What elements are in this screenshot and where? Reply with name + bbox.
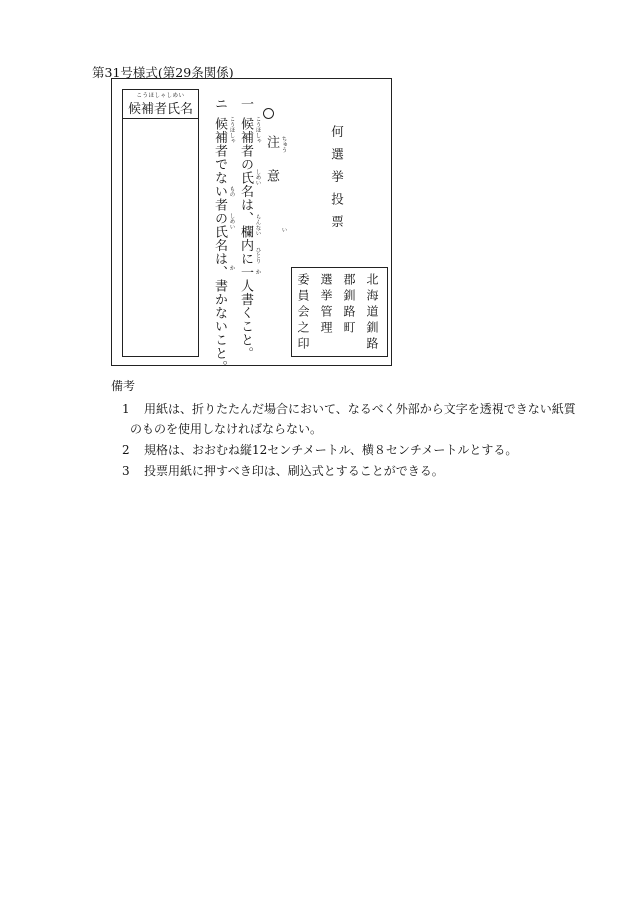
- remarks-heading: 備考: [111, 379, 136, 393]
- remark-item-1: [122, 400, 576, 417]
- ballot-title: 何選挙投票: [329, 125, 345, 238]
- remark-text: 規格は、おおむね縦12センチメートル、横８センチメートルとする。: [144, 443, 518, 457]
- note-item1-ruby-shimei: しめい: [254, 169, 261, 186]
- circle-mark-icon: [263, 108, 274, 119]
- candidate-name-write-area[interactable]: [123, 119, 198, 357]
- stamp-line-4: 委員会之印: [296, 273, 310, 353]
- candidate-name-ruby: こうほしゃしめい: [136, 93, 185, 99]
- note-heading-ruby: ちゅう: [280, 136, 287, 153]
- note-heading: 注 意: [264, 135, 279, 186]
- note-i-ruby: い: [280, 227, 287, 233]
- remark-number: 3: [122, 464, 130, 478]
- note-item1-text: 候補者の氏名は、欄内に一人書くこと。: [238, 117, 253, 360]
- remark-text: 投票用紙に押すべき印は、刷込式とすることができる。: [144, 464, 444, 478]
- remark-number: 2: [122, 443, 130, 457]
- ballot-sample: [111, 78, 392, 374]
- stamp-line-2: 郡釧路町: [342, 273, 356, 337]
- remark-item-1-continued: のものを使用しなければならない。: [130, 422, 323, 436]
- stamp-line-3: 選挙管理: [319, 273, 333, 337]
- note-item2-ruby-ka: か: [228, 265, 235, 271]
- election-committee-stamp: [291, 267, 388, 357]
- form-number: 第31号様式(第29条関係): [92, 65, 234, 80]
- note-item2-marker: ニ: [212, 97, 227, 111]
- candidate-name-box: [122, 89, 199, 357]
- note-item1-ruby-ka: か: [254, 269, 261, 275]
- remark-number: 1: [122, 402, 130, 416]
- note-item1-ruby-hitori: ひとり: [254, 247, 261, 264]
- note-item2-text: 候補者でない者の氏名は、書かないこと。: [212, 117, 227, 374]
- note-item1-ruby-rannai: らんない: [254, 214, 261, 236]
- candidate-name-header: [123, 90, 198, 119]
- remark-item-3: [122, 462, 444, 479]
- note-item2-ruby-shimei: しめい: [228, 213, 235, 230]
- remark-item-2: [122, 441, 517, 458]
- candidate-name-label: 候補者氏名: [127, 102, 193, 117]
- remark-text: 用紙は、折りたたんだ場合において、なるべく外部から文字を透視できない紙質: [144, 402, 576, 416]
- note-item1-ruby-kouhosha: こうほしゃ: [254, 116, 261, 144]
- note-item2-ruby-kouhosha: こうほしゃ: [228, 116, 235, 144]
- note-item2-ruby-mono: もの: [228, 186, 235, 197]
- stamp-line-1: 北海道釧路: [365, 273, 379, 353]
- note-item1-marker: 一: [238, 97, 253, 111]
